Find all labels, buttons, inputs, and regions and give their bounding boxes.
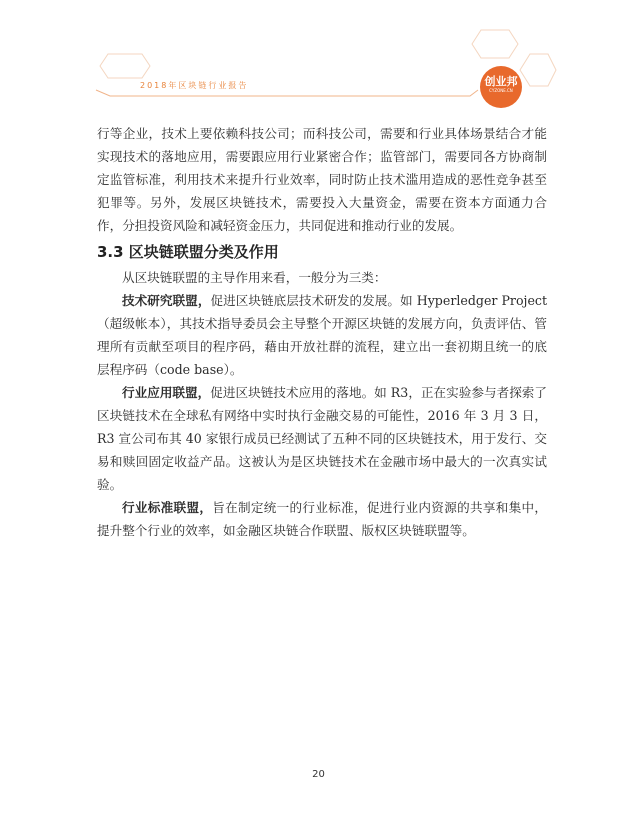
header-hexagon-left bbox=[100, 54, 150, 78]
header-hexagon-far-right bbox=[520, 54, 556, 86]
alliance-item-industry-application bbox=[97, 381, 547, 496]
alliance-item-tech-research bbox=[97, 289, 547, 381]
cyzone-logo bbox=[480, 66, 522, 108]
logo-subtext: CYZONE.CN bbox=[489, 88, 513, 93]
logo-text: 创业邦 bbox=[484, 75, 518, 88]
alliance-description: 促进区块链技术应用的落地。如 R3，正在实验参与者探索了区块链技术在全球私有网络中实时执行金融交易的可能性，2016 年 3 月 3 日，R3 宣公司布其 40 家银行成员已经测试了五种不同的区块链技术，用于发行、交易和赎回固定收益产品。这被认为是区块链技术在金融市场中最大的一次真实试验。 bbox=[97, 385, 548, 492]
alliance-term: 行业标准联盟， bbox=[122, 500, 213, 515]
section-heading: 3.3 区块链联盟分类及作用 bbox=[97, 243, 279, 261]
alliance-item-industry-standard bbox=[97, 496, 547, 542]
report-title: 2018年区块链行业报告 bbox=[140, 81, 249, 90]
alliance-term: 技术研究联盟， bbox=[122, 293, 211, 308]
document-body bbox=[97, 122, 547, 542]
paragraph-continuation: 行等企业，技术上要依赖科技公司；而科技公司，需要和行业具体场景结合才能实现技术的落地应用，需要跟应用行业紧密合作；监管部门，需要同各方协商制定监管标准，利用技术来提升行业效率，同时防止技术滥用造成的恶性竞争甚至犯罪等。另外，发展区块链技术，需要投入大量资金，需要在资本方面通力合作，分担投资风险和减轻资金压力，共同促进和推动行业的发展。 bbox=[97, 126, 547, 233]
section-intro: 从区块链联盟的主导作用来看，一般分为三类： bbox=[122, 270, 387, 285]
alliance-term: 行业应用联盟， bbox=[122, 385, 211, 400]
alliance-description: 促进区块链底层技术研发的发展。如 Hyperledger Project（超级帐本），其技术指导委员会主导整个开源区块链的发展方向，负责评估、管理所有贡献至项目的程序码，藉由开放社群的流程，建立出一套初期且统一的底层程序码（code base）。 bbox=[97, 293, 548, 377]
header-hexagon-right bbox=[472, 30, 518, 58]
header-decoration bbox=[0, 0, 637, 120]
page-number: 20 bbox=[312, 769, 325, 780]
alliance-description: 旨在制定统一的行业标准，促进行业内资源的共享和集中，提升整个行业的效率，如金融区块链合作联盟、版权区块链联盟等。 bbox=[97, 500, 548, 538]
